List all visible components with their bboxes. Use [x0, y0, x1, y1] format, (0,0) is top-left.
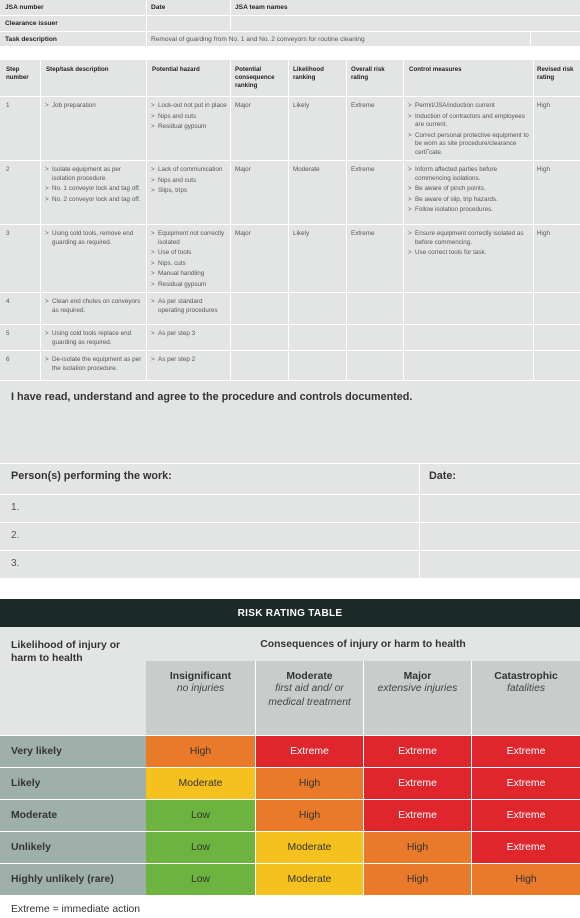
table-column-divider [346, 60, 347, 380]
list-item: > Induction of contractors and employees are current. [408, 113, 530, 130]
cell-tasks [45, 230, 145, 249]
list-item: > Ensure equipment correctly isolated as before commencing. [408, 230, 530, 247]
list-item: > As per step 3 [151, 330, 229, 339]
cell-controls [408, 166, 530, 217]
list-item: > Lack of communication [151, 166, 229, 175]
list-item: > Be aware of pinch points. [408, 185, 530, 194]
declaration-section [0, 381, 580, 578]
cell-controls [408, 230, 530, 260]
cell-num: 4 [6, 298, 10, 305]
cell-tasks [45, 102, 145, 113]
table-column-divider [403, 60, 404, 380]
list-item: > Equipment not correctly isolated [151, 230, 229, 247]
cell-num: 3 [6, 230, 10, 237]
list-item: > Using cold tools replace end guarding as required. [45, 330, 145, 347]
likelihood-label: Unlikely [0, 832, 146, 863]
consequence-name: Catastrophic [494, 671, 558, 682]
task-description-label: Task description [5, 35, 57, 43]
task-description-value: Removal of guarding from No. 1 and No. 2 conveyors for routine cleaning [151, 35, 365, 43]
risk-cell: Extreme [364, 768, 471, 799]
risk-cell: Extreme [472, 736, 580, 767]
list-item: > Nips, cuts [151, 260, 229, 269]
list-item: > Nips and cuts [151, 113, 229, 122]
list-item: > Nips and cuts [151, 177, 229, 186]
jsa-number-label: JSA number [5, 4, 44, 11]
likelihood-label: Highly unlikely (rare) [0, 864, 146, 895]
list-item: > Correct personal protective equipment to be worn as site procedure/clearance certi˜cate. [408, 132, 530, 158]
table-row-divider [0, 292, 580, 293]
cell-tasks [45, 356, 145, 375]
risk-cell: High [364, 832, 471, 863]
table-row-divider [0, 224, 580, 225]
list-item: > Slips, trips [151, 187, 229, 196]
cell-hazards [151, 298, 229, 317]
list-item: > Clean end chutes on conveyors as required. [45, 298, 145, 315]
cell-num: 6 [6, 356, 10, 363]
col-task-description: Step/task description [46, 66, 109, 73]
person-line-3: 3. [11, 558, 20, 569]
consequence-col-major [364, 661, 471, 735]
cell-hazards [151, 330, 229, 341]
consequence-col-catastrophic [472, 661, 580, 735]
risk-rating-table [0, 599, 580, 895]
risk-cell: High [364, 864, 471, 895]
risk-cell: Low [146, 832, 255, 863]
clearance-issuer-label: Clearance issuer [5, 20, 58, 27]
col-revised-risk: Revised risk rating [537, 66, 574, 81]
cell-tasks [45, 166, 145, 206]
consequence-desc: no injuries [176, 683, 225, 694]
list-item: > Follow isolation procedures. [408, 206, 530, 215]
cell-tasks [45, 330, 145, 349]
list-item: > As per standard operating procedures [151, 298, 229, 315]
cell-revised: High [537, 102, 550, 109]
cell-consequence: Major [235, 102, 251, 109]
col-consequence-ranking: Potential consequence ranking [235, 66, 275, 89]
cell-overall: Extreme [351, 102, 375, 109]
likelihood-label: Very likely [0, 736, 146, 767]
list-item: > Residual gypsum [151, 123, 229, 132]
consequence-desc: first aid and/ or medical treatment [268, 683, 351, 708]
table-column-divider [230, 60, 231, 380]
cell-consequence: Major [235, 230, 251, 237]
cell-likelihood: Moderate [293, 166, 320, 173]
risk-table-title: RISK RATING TABLE [0, 599, 580, 627]
risk-cell: Extreme [256, 736, 363, 767]
list-item: > Residual gypsum [151, 281, 229, 290]
risk-cell: High [256, 768, 363, 799]
list-item: > Using cold tools, remove end guarding as required. [45, 230, 145, 247]
date-field-label: Date: [429, 470, 456, 482]
table-column-divider [533, 60, 534, 380]
consequence-name: Insignificant [169, 671, 232, 682]
date-label: Date [151, 4, 166, 11]
cell-overall: Extreme [351, 166, 375, 173]
list-item: > Job preparation [45, 102, 145, 111]
declaration-statement: I have read, understand and agree to the procedure and controls documented. [11, 391, 413, 403]
consequence-col-moderate [256, 661, 363, 735]
list-item: > Be aware of slip, trip hazards. [408, 196, 530, 205]
persons-label: Person(s) performing the work: [11, 470, 172, 482]
list-item: > De-isolate the equipment as per the isolation procedure. [45, 356, 145, 373]
cell-consequence: Major [235, 166, 251, 173]
likelihood-header: Likelihood of injury or harm to health [0, 627, 146, 735]
person-line-2: 2. [11, 530, 20, 541]
cell-revised: High [537, 166, 550, 173]
list-item: > Manual handling [151, 270, 229, 279]
jsa-table [0, 60, 580, 380]
consequence-header: Consequences of injury or harm to health [146, 627, 580, 661]
list-item: > Permit/JSA/induction current [408, 102, 530, 111]
list-item: > Lock-out not put in place [151, 102, 229, 111]
consequence-desc: fatalities [506, 683, 546, 694]
risk-cell: High [256, 800, 363, 831]
table-column-divider [288, 60, 289, 380]
risk-cell: Extreme [472, 768, 580, 799]
risk-cell: High [146, 736, 255, 767]
consequence-name: Moderate [286, 671, 333, 682]
col-control-measures: Control measures [409, 66, 462, 73]
cell-controls [408, 102, 530, 159]
cell-overall: Extreme [351, 230, 375, 237]
consequence-col-insignificant [146, 661, 255, 735]
cell-likelihood: Likely [293, 230, 310, 237]
list-item: > Use correct tools for task. [408, 249, 530, 258]
jsa-header [0, 0, 580, 46]
likelihood-label: Moderate [0, 800, 146, 831]
cell-num: 1 [6, 102, 10, 109]
risk-cell: Moderate [256, 832, 363, 863]
table-row-divider [0, 96, 580, 97]
col-step-number: Step number [6, 66, 29, 81]
cell-likelihood: Likely [293, 102, 310, 109]
cell-hazards [151, 356, 229, 367]
table-row-divider [0, 350, 580, 351]
risk-cell: High [472, 864, 580, 895]
likelihood-label: Likely [0, 768, 146, 799]
col-potential-hazard: Potential hazard [152, 66, 200, 73]
list-item: > No. 1 conveyor lock and tag off. [45, 185, 145, 194]
risk-cell: Low [146, 800, 255, 831]
risk-cell: Extreme [472, 832, 580, 863]
table-row-divider [0, 160, 580, 161]
team-names-label: JSA team names [235, 4, 288, 11]
table-column-divider [146, 60, 147, 380]
col-likelihood-ranking: Likelihood ranking [293, 66, 324, 81]
list-item: > Isolate equipment as per isolation procedure. [45, 166, 145, 183]
risk-cell: Extreme [364, 800, 471, 831]
risk-cell: Moderate [146, 768, 255, 799]
risk-cell: Extreme [472, 800, 580, 831]
cell-hazards [151, 230, 229, 291]
risk-footnote: Extreme = immediate action [11, 904, 141, 915]
risk-cell: Moderate [256, 864, 363, 895]
risk-cell: Low [146, 864, 255, 895]
list-item: > No. 2 conveyor lock and tag off. [45, 196, 145, 205]
cell-num: 5 [6, 330, 10, 337]
table-row-divider [0, 324, 580, 325]
col-overall-risk: Overall risk rating [351, 66, 385, 81]
cell-hazards [151, 102, 229, 134]
table-column-divider [40, 60, 41, 380]
consequence-desc: extensive injuries [377, 683, 458, 694]
cell-num: 2 [6, 166, 10, 173]
list-item: > Use of tools [151, 249, 229, 258]
person-line-1: 1. [11, 502, 20, 513]
cell-hazards [151, 166, 229, 198]
list-item: > Inform affected parties before commencing isolations. [408, 166, 530, 183]
consequence-name: Major [403, 671, 432, 682]
list-item: > As per step 2 [151, 356, 229, 365]
cell-tasks [45, 298, 145, 317]
risk-cell: Extreme [364, 736, 471, 767]
cell-revised: High [537, 230, 550, 237]
